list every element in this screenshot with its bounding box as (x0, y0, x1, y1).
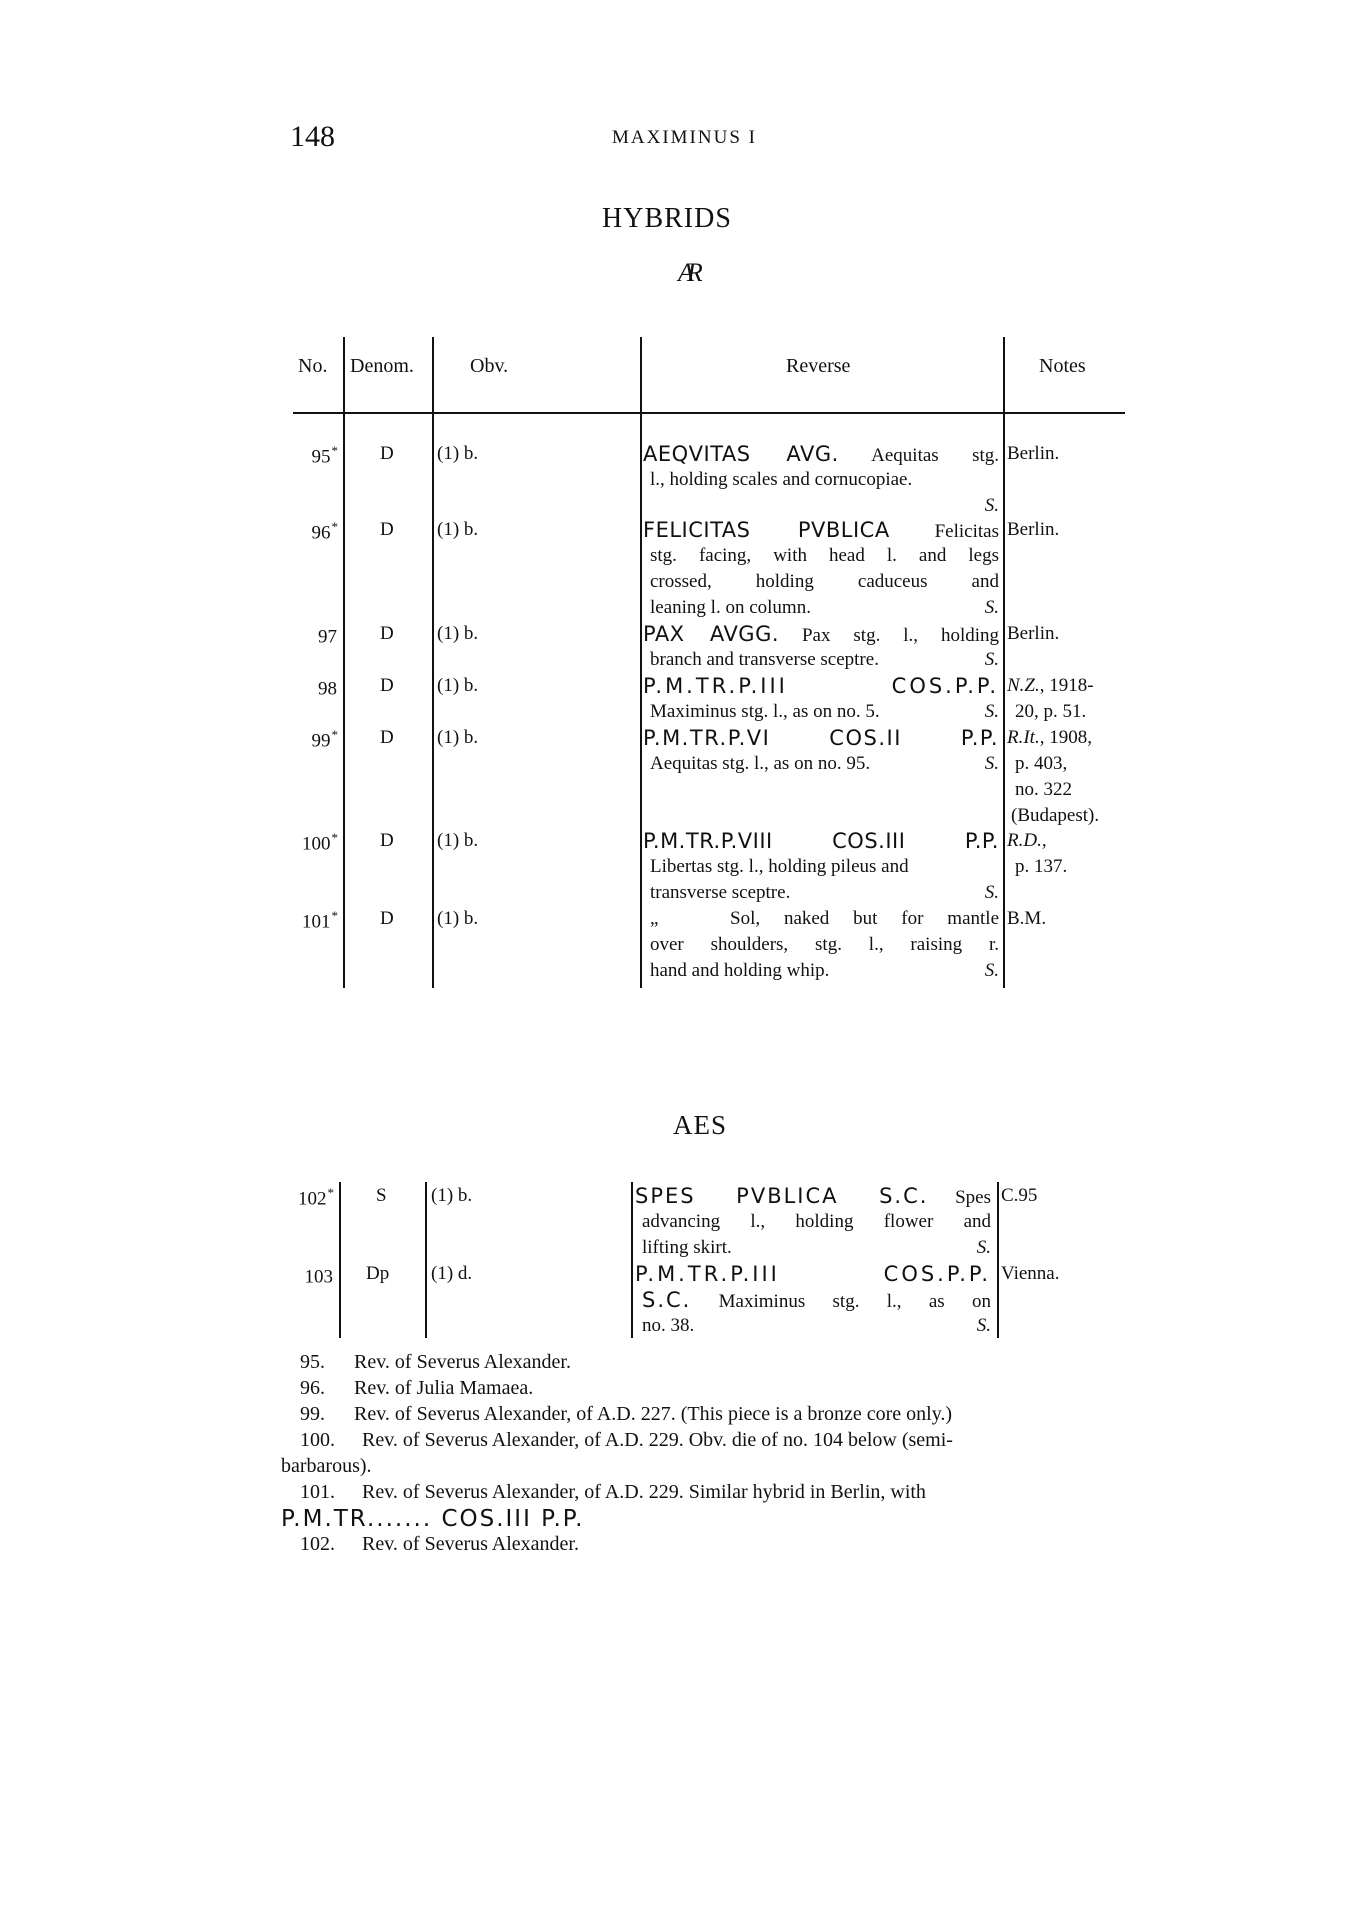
column-header-obv: Obv. (470, 355, 509, 377)
denomination: D (380, 623, 394, 644)
column-header-denom: Denom. (350, 355, 414, 377)
footnote: 102. Rev. of Severus Alexander. (300, 1533, 579, 1555)
obverse: (1) b. (431, 1185, 473, 1206)
denomination: D (380, 830, 394, 851)
footnote-continuation: barbarous). (281, 1455, 372, 1477)
column-header-reverse: Reverse (786, 355, 851, 377)
denomination: D (380, 675, 394, 696)
metal-symbol: AR (678, 258, 696, 287)
coin-number: 95* (311, 443, 338, 468)
coin-number: 102* (298, 1185, 334, 1210)
notes: R.It., 1908, p. 403, no. 322 (Budapest). (1007, 727, 1100, 826)
obverse: (1) b. (437, 623, 479, 644)
denomination: S (376, 1185, 387, 1206)
coin-number: 96* (311, 519, 338, 544)
reverse-description: FELICITAS PVBLICA Felicitas stg. facing, with head l. and legs crossed, holding caduceus and leaning l. on column. S. (643, 518, 999, 618)
footnote: 99. Rev. of Severus Alexander, of A.D. 227. (This piece is a bronze core only.) (300, 1403, 953, 1425)
column-header-no: No. (298, 355, 328, 377)
reverse-description: P.M.TR.P.III COS.P.P. S.C. Maximinus stg. l., as on no. 38. S. (635, 1262, 991, 1336)
coin-number: 101* (302, 908, 338, 933)
notes: Vienna. (1001, 1263, 1060, 1284)
notes: R.D., p. 137. (1007, 830, 1068, 877)
notes: C.95 (1001, 1185, 1038, 1206)
reverse-description: PAX AVGG. Pax stg. l., holding branch and transverse sceptre. S. (643, 622, 1000, 670)
column-header-notes: Notes (1039, 355, 1086, 377)
reverse-description: P.M.TR.P.III COS.P.P. Maximinus stg. l., as on no. 5. S. (643, 674, 999, 722)
notes: Berlin. (1007, 443, 1060, 464)
column-divider (997, 1182, 999, 1338)
notes: Berlin. (1007, 623, 1060, 644)
obverse: (1) d. (431, 1263, 473, 1284)
obverse: (1) b. (437, 675, 479, 696)
column-divider (343, 337, 345, 988)
obverse: (1) b. (437, 727, 479, 748)
reverse-description: AEQVITAS AVG. Aequitas stg. l., holding scales and cornucopiae. S. (643, 442, 999, 516)
section-title-aes: AES (673, 1110, 728, 1140)
column-divider (631, 1182, 633, 1338)
coin-number: 98 (318, 678, 337, 700)
obverse: (1) b. (437, 519, 479, 540)
denomination: D (380, 908, 394, 929)
column-divider (432, 337, 434, 988)
running-title: MAXIMINUS I (612, 127, 757, 148)
footnote: 100. Rev. of Severus Alexander, of A.D. 229. Obv. die of no. 104 below (semi- (300, 1429, 953, 1451)
denomination: Dp (366, 1263, 390, 1284)
reverse-description: „ Sol, naked but for mantle over shoulders, stg. l., raising r. hand and holding whip. S. (650, 908, 999, 981)
notes: B.M. (1007, 908, 1047, 929)
reverse-description: SPES PVBLICA S.C. Spes advancing l., holding flower and lifting skirt. S. (635, 1184, 991, 1258)
notes: N.Z., 1918- 20, p. 51. (1007, 675, 1094, 722)
section-title-hybrids: HYBRIDS (602, 203, 732, 234)
obverse: (1) b. (437, 443, 479, 464)
column-divider (339, 1182, 341, 1338)
column-divider (1003, 337, 1005, 988)
obverse: (1) b. (437, 830, 479, 851)
denomination: D (380, 727, 394, 748)
footnote: 95. Rev. of Severus Alexander. (300, 1351, 571, 1373)
page-number: 148 (290, 120, 335, 153)
coin-number: 100* (302, 830, 338, 855)
footnote: 101. Rev. of Severus Alexander, of A.D. 229. Similar hybrid in Berlin, with (300, 1481, 926, 1503)
obverse: (1) b. (437, 908, 479, 929)
coin-number: 97 (318, 626, 337, 648)
column-divider (640, 337, 642, 988)
column-divider (425, 1182, 427, 1338)
header-rule (293, 412, 1125, 414)
notes: Berlin. (1007, 519, 1060, 540)
footnote: 96. Rev. of Julia Mamaea. (300, 1377, 534, 1399)
reverse-description: P.M.TR.P.VI COS.II P.P. Aequitas stg. l., as on no. 95. S. (643, 726, 999, 774)
reverse-description: P.M.TR.P.VIII COS.III P.P. Libertas stg. l., holding pileus and transverse sceptre. S. (643, 829, 999, 903)
coin-number: 103 (304, 1266, 333, 1288)
footnote-legend: P.M.TR....... COS.III P.P. (281, 1506, 585, 1532)
coin-number: 99* (311, 727, 338, 752)
denomination: D (380, 443, 394, 464)
denomination: D (380, 519, 394, 540)
